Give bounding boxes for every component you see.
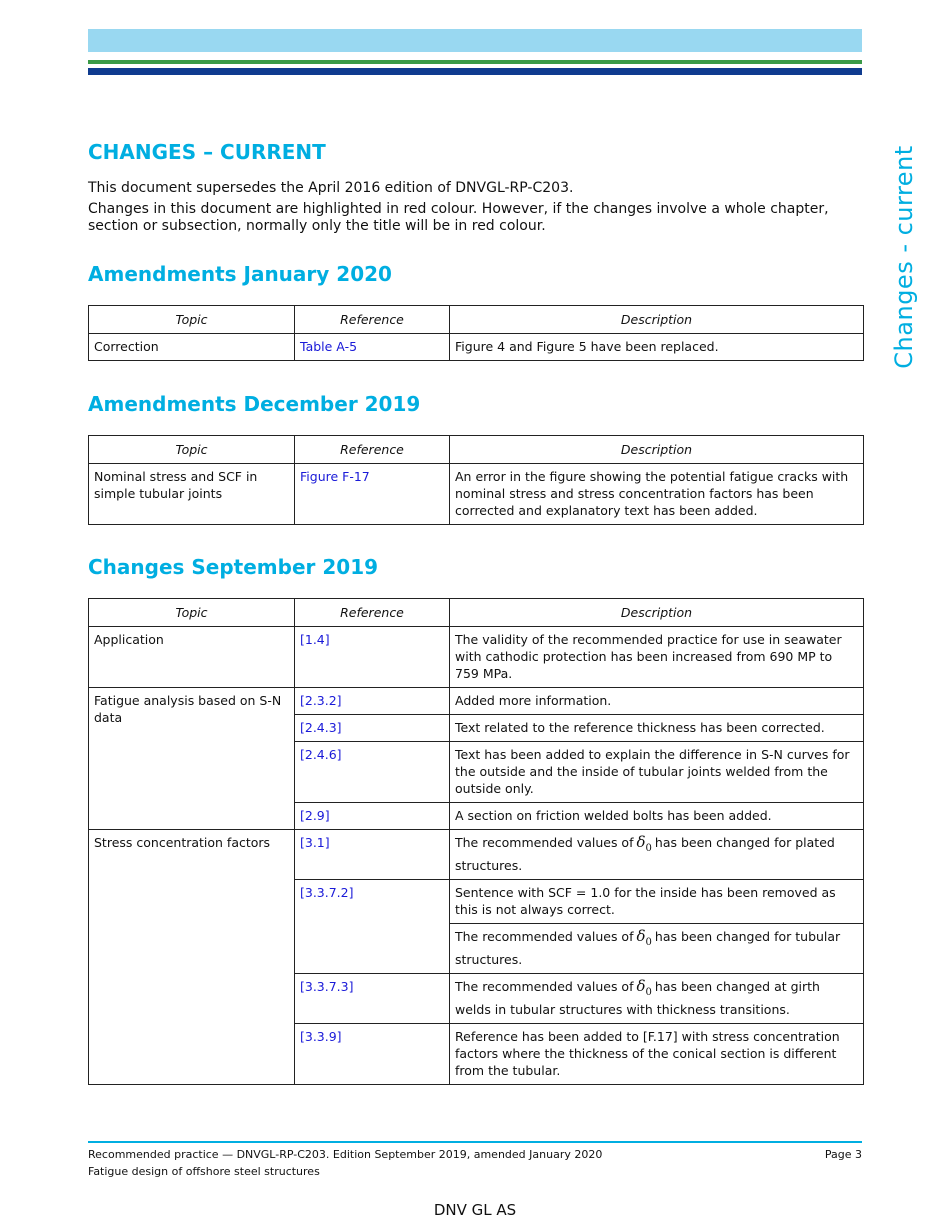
description-cell: The validity of the recommended practice for use in seawater with cathodic protection has been increased from 690 MP to 759 MPa. xyxy=(450,627,864,688)
table-header-row xyxy=(89,599,864,627)
description-cell: Added more information. xyxy=(450,688,864,715)
description-cell: Reference has been added to [F.17] with stress concentration factors where the thickness of the conical section is different from the tubular. xyxy=(450,1024,864,1085)
reference-link[interactable]: [2.9] xyxy=(295,803,450,830)
topic-cell: Stress concentration factors xyxy=(89,830,295,1085)
description-text: has been changed at girth welds in tubular structures with thickness transitions. xyxy=(455,979,820,1017)
description-cell: A section on friction welded bolts has been added. xyxy=(450,803,864,830)
footer-document-subtitle: Fatigue design of offshore steel structures xyxy=(88,1165,320,1178)
topic-cell: Correction xyxy=(89,334,295,361)
table-header-row xyxy=(89,436,864,464)
side-tab-label: Changes - current xyxy=(890,145,918,369)
section-heading: Amendments January 2020 xyxy=(88,262,392,286)
section-heading: Changes September 2019 xyxy=(88,555,379,579)
intro-paragraph: This document supersedes the April 2016 edition of DNVGL-RP-C203. xyxy=(88,180,574,196)
description-cell: Sentence with SCF = 1.0 for the inside has been removed as this is not always correct. xyxy=(450,880,864,924)
topic-cell: Nominal stress and SCF in simple tubular joints xyxy=(89,464,295,525)
reference-link[interactable]: Figure F-17 xyxy=(295,464,450,525)
delta-zero-symbol: $\delta_0$ xyxy=(636,977,652,998)
intro-paragraph: Changes in this document are highlighted in red colour. However, if the changes involve a whole chapter, section or subsection, normally only the title will be in red colour. xyxy=(88,201,829,234)
header-topic: Topic xyxy=(89,436,295,464)
reference-link[interactable]: [2.3.2] xyxy=(295,688,450,715)
changes-table xyxy=(88,598,864,1085)
header-description: Description xyxy=(450,306,864,334)
reference-link[interactable]: Table A-5 xyxy=(295,334,450,361)
reference-link[interactable]: [2.4.6] xyxy=(295,742,450,803)
topic-cell: Application xyxy=(89,627,295,688)
header-band-light xyxy=(88,29,862,52)
header-topic: Topic xyxy=(89,306,295,334)
header-topic: Topic xyxy=(89,599,295,627)
description-cell: Text related to the reference thickness has been corrected. xyxy=(450,715,864,742)
description-text: has been changed for plated structures. xyxy=(455,835,835,873)
company-name: DNV GL AS xyxy=(433,1201,517,1219)
table-row xyxy=(89,830,864,880)
reference-link[interactable]: [3.3.7.2] xyxy=(295,880,450,974)
topic-cell: Fatigue analysis based on S-N data xyxy=(89,688,295,830)
reference-link[interactable]: [2.4.3] xyxy=(295,715,450,742)
changes-table xyxy=(88,435,864,525)
intro-text xyxy=(88,180,862,239)
description-cell xyxy=(450,830,864,880)
changes-table xyxy=(88,305,864,361)
table-header-row xyxy=(89,306,864,334)
description-text: The recommended values of xyxy=(455,929,634,944)
table-row xyxy=(89,464,864,525)
description-text: The recommended values of xyxy=(455,979,634,994)
description-cell: An error in the figure showing the potential fatigue cracks with nominal stress and stress concentration factors has been corrected and explanatory text has been added. xyxy=(450,464,864,525)
description-cell xyxy=(450,924,864,974)
description-cell xyxy=(450,974,864,1024)
description-text: The recommended values of xyxy=(455,835,634,850)
reference-link[interactable]: [3.3.7.3] xyxy=(295,974,450,1024)
footer-left xyxy=(88,1146,602,1180)
page-number: Page 3 xyxy=(824,1148,862,1161)
description-cell: Text has been added to explain the difference in S-N curves for the outside and the inside of tubular joints welded from the outside only. xyxy=(450,742,864,803)
footer-divider xyxy=(88,1141,862,1143)
header-band-navy xyxy=(88,68,862,75)
header-reference: Reference xyxy=(295,436,450,464)
header-description: Description xyxy=(450,436,864,464)
table-row xyxy=(89,334,864,361)
footer-document-title: Recommended practice — DNVGL-RP-C203. Edition September 2019, amended January 2020 xyxy=(88,1148,603,1161)
header-reference: Reference xyxy=(295,599,450,627)
header-reference: Reference xyxy=(295,306,450,334)
header-band-green xyxy=(88,60,862,64)
description-cell: Figure 4 and Figure 5 have been replaced. xyxy=(450,334,864,361)
table-row xyxy=(89,627,864,688)
reference-link[interactable]: [3.3.9] xyxy=(295,1024,450,1085)
delta-zero-symbol: $\delta_0$ xyxy=(636,833,652,854)
page-title: CHANGES – CURRENT xyxy=(88,140,326,164)
table-row xyxy=(89,688,864,715)
section-heading: Amendments December 2019 xyxy=(88,392,421,416)
header-description: Description xyxy=(450,599,864,627)
reference-link[interactable]: [1.4] xyxy=(295,627,450,688)
reference-link[interactable]: [3.1] xyxy=(295,830,450,880)
delta-zero-symbol: $\delta_0$ xyxy=(636,927,652,948)
description-text: has been changed for tubular structures. xyxy=(455,929,841,967)
